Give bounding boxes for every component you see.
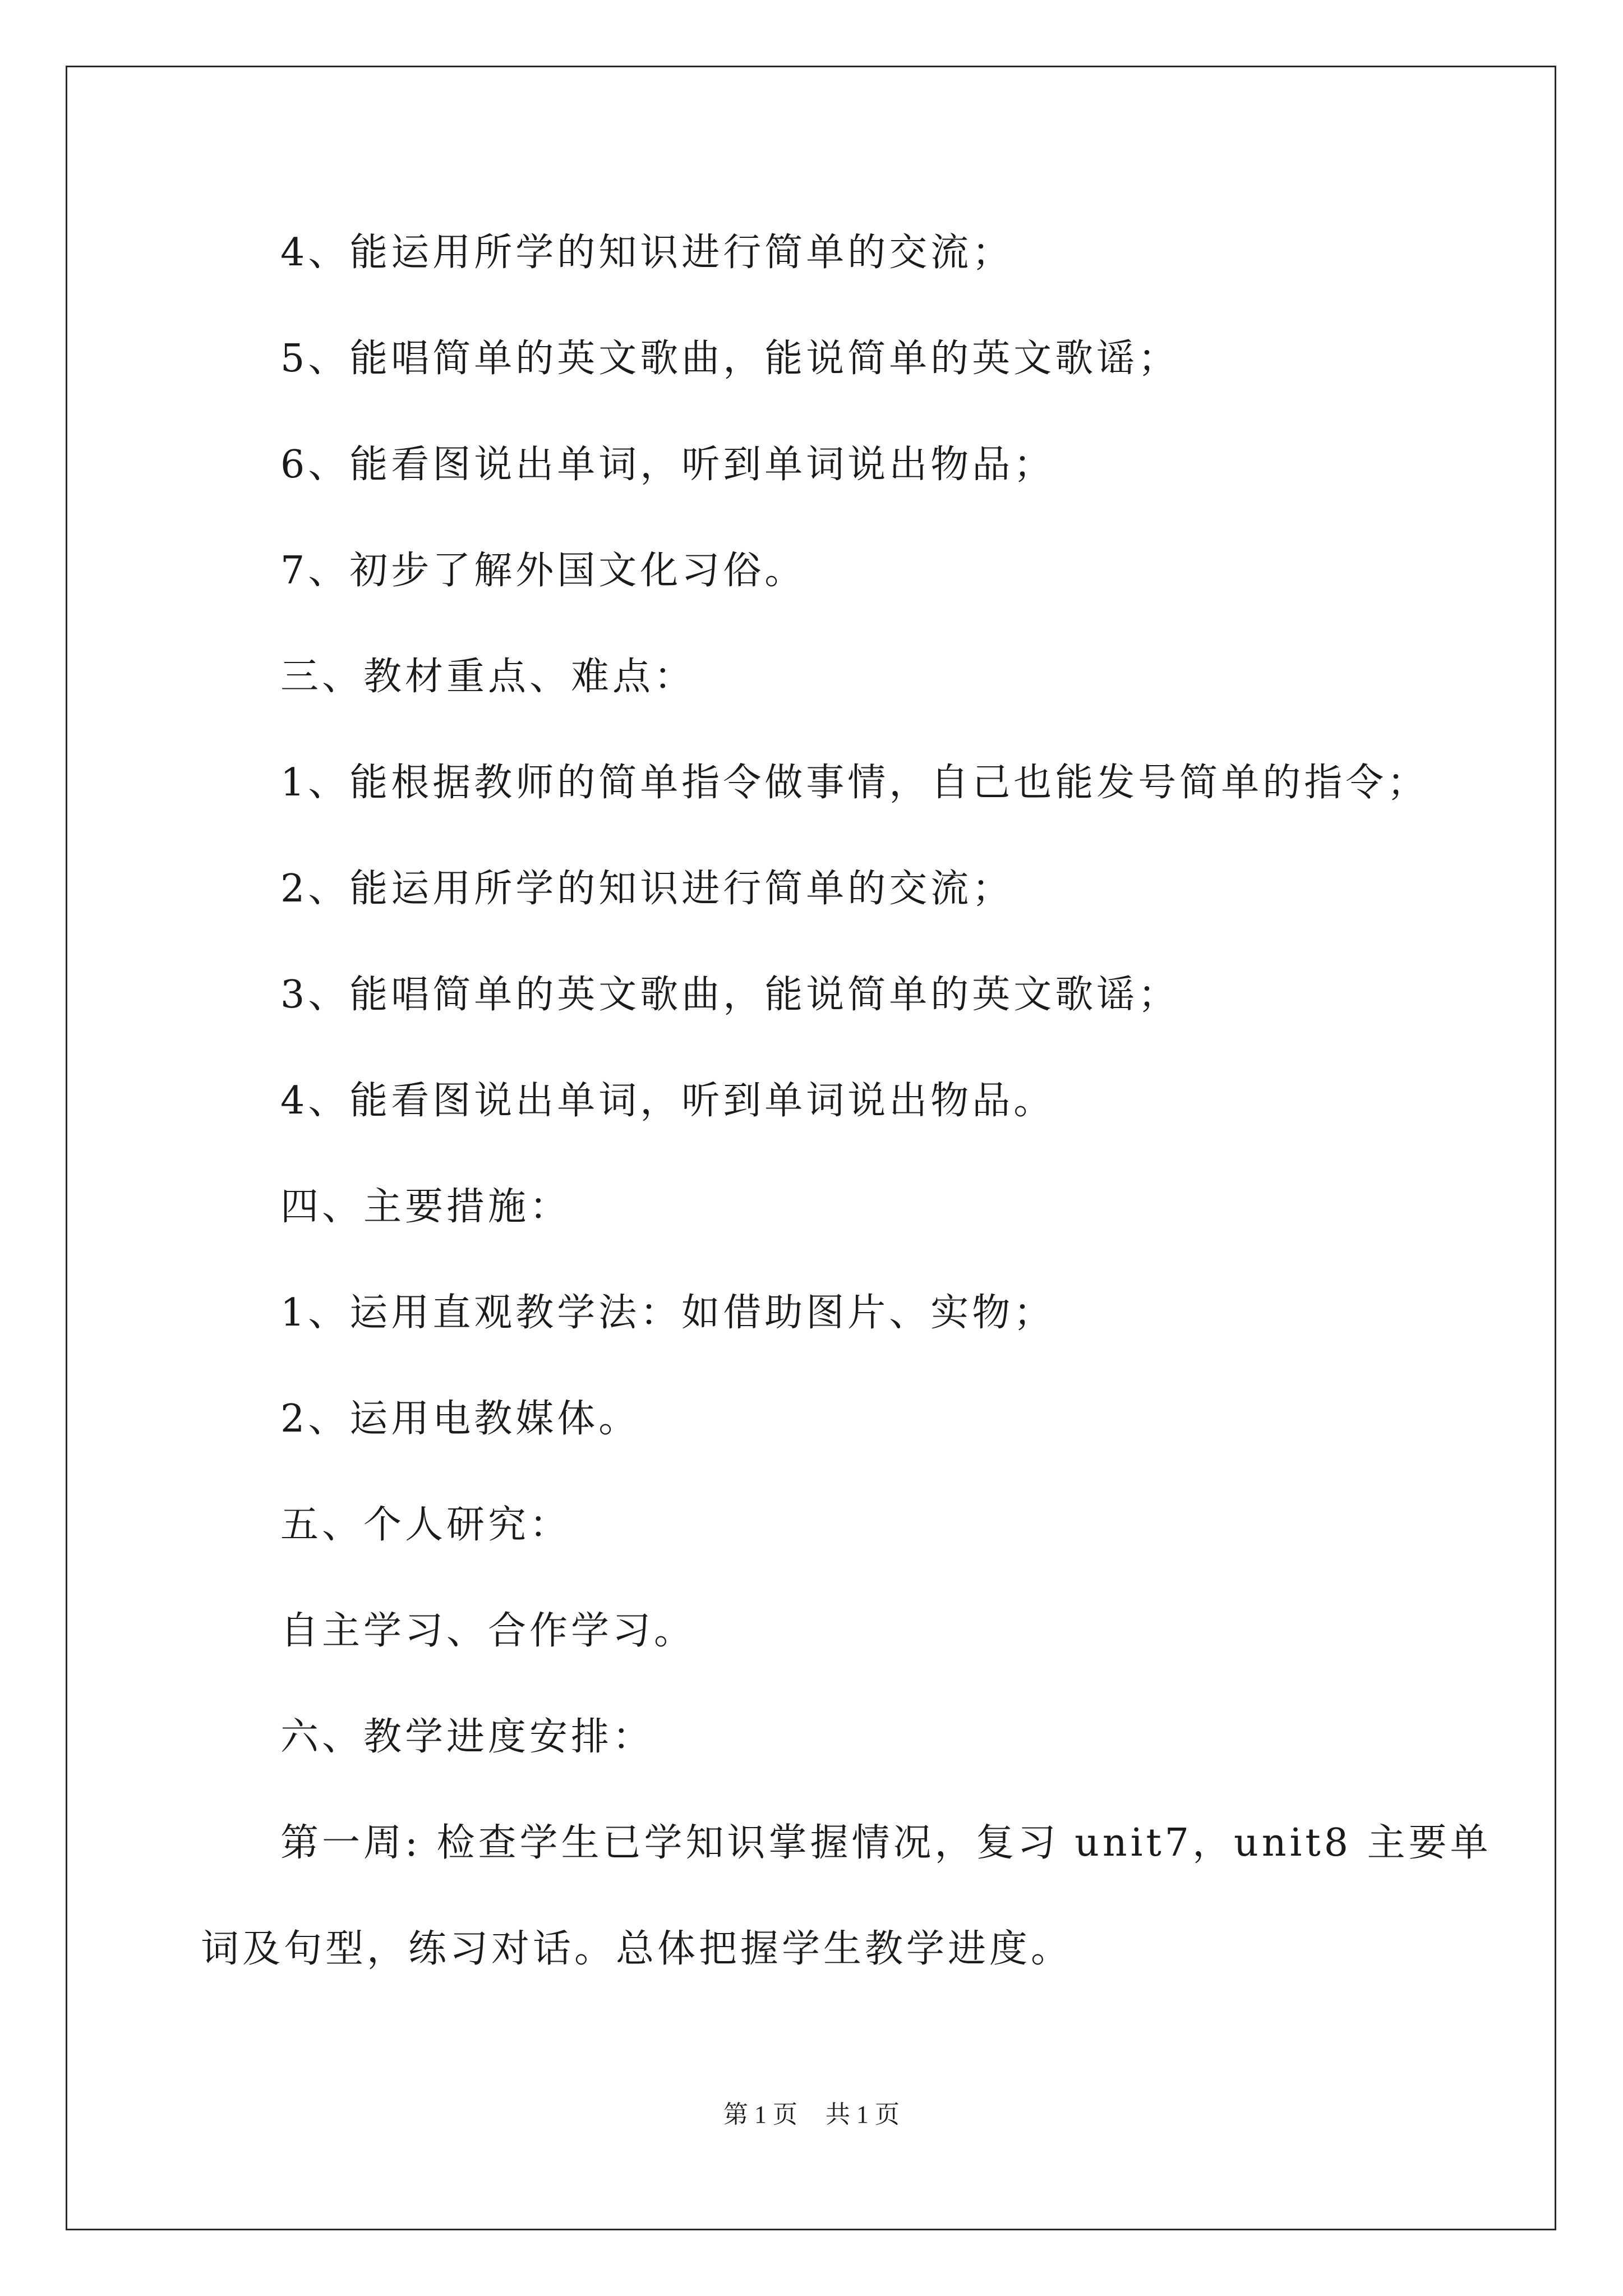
page-number-total: 共 1 页 — [826, 2101, 900, 2128]
section-heading-4: 四、主要措施： — [280, 1185, 571, 1229]
text-line-goal-4: 4、能运用所学的知识进行简单的交流； — [280, 231, 1014, 275]
text-line-goal-6: 6、能看图说出单词，听到单词说出物品； — [280, 443, 1055, 487]
text-line-research: 自主学习、合作学习。 — [280, 1609, 696, 1653]
text-line-key-1: 1、能根据教师的简单指令做事情，自己也能发号简单的指令； — [280, 761, 1429, 805]
text-line-key-4: 4、能看图说出单词，听到单词说出物品。 — [280, 1079, 1055, 1123]
section-heading-5: 五、个人研究： — [280, 1503, 571, 1547]
section-heading-6: 六、教学进度安排： — [280, 1715, 654, 1759]
section-heading-3: 三、教材重点、难点： — [280, 655, 696, 699]
text-line-goal-7: 7、初步了解外国文化习俗。 — [280, 549, 806, 593]
text-line-measure-2: 2、运用电教媒体。 — [280, 1397, 640, 1441]
text-line-measure-1: 1、运用直观教学法：如借助图片、实物； — [280, 1291, 1055, 1335]
page-number-current: 第 1 页 — [723, 2101, 797, 2128]
text-line-key-2: 2、能运用所学的知识进行简单的交流； — [280, 867, 1014, 911]
page-footer — [0, 2098, 1623, 2132]
page-border — [66, 66, 1556, 2230]
text-line-schedule-1: 第一周: 检查学生已学知识掌握情况，复习 unit7，unit8 主要单 — [280, 1821, 1492, 1865]
text-line-key-3: 3、能唱简单的英文歌曲，能说简单的英文歌谣； — [280, 973, 1180, 1017]
text-line-goal-5: 5、能唱简单的英文歌曲，能说简单的英文歌谣； — [280, 337, 1180, 381]
text-line-schedule-2: 词及句型，练习对话。总体把握学生教学进度。 — [201, 1927, 1073, 1971]
